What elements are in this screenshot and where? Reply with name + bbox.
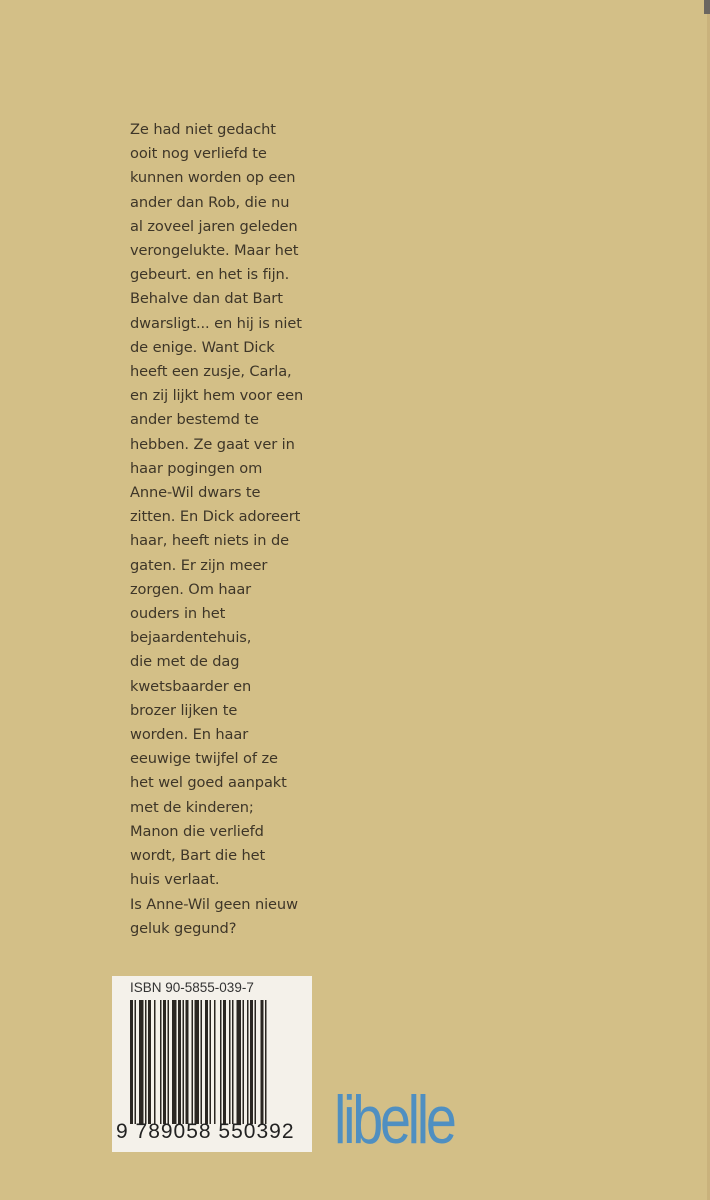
- blurb-line: worden. En haar: [130, 726, 249, 744]
- barcode-bar: [255, 1000, 257, 1124]
- barcode-bar: [195, 1000, 200, 1124]
- barcode-bar: [250, 1000, 253, 1124]
- blurb-line: haar, heeft niets in de: [130, 532, 289, 550]
- barcode-bar: [183, 1000, 185, 1124]
- barcode-bar: [148, 1000, 151, 1124]
- blurb-line: met de kinderen;: [130, 798, 254, 816]
- blurb-line: Ze had niet gedacht: [130, 121, 276, 138]
- blurb-line: haar pogingen om: [130, 459, 263, 477]
- blurb-line: het wel goed aanpakt: [130, 774, 287, 792]
- blurb-line: zitten. En Dick adoreert: [130, 508, 301, 526]
- blurb-line: gebeurt. en het is fijn.: [130, 266, 290, 284]
- blurb-line: eeuwige twijfel of ze: [130, 750, 278, 768]
- blurb-line: kwetsbaarder en: [130, 677, 252, 695]
- barcode-bar: [145, 1000, 147, 1124]
- barcode-bar: [261, 1000, 264, 1124]
- barcode-bar: [201, 1000, 203, 1124]
- barcode-bar: [154, 1000, 156, 1124]
- blurb-line: huis verlaat.: [130, 871, 220, 889]
- blurb-line: ander dan Rob, die nu: [130, 193, 290, 211]
- barcode-bar: [130, 1000, 133, 1124]
- blurb-line: brozer lijken te: [130, 701, 238, 719]
- back-cover-blurb: [130, 118, 430, 941]
- barcode-bar: [247, 1000, 249, 1124]
- blurb-line: bejaardentehuis,: [130, 629, 252, 647]
- barcode-bar: [210, 1000, 212, 1124]
- blurb-line: en zij lijkt hem voor een: [130, 387, 304, 405]
- blurb-line: heeft een zusje, Carla,: [130, 363, 292, 381]
- barcode-bar: [232, 1000, 234, 1124]
- blurb-line: gaten. Er zijn meer: [130, 556, 268, 574]
- barcode-bar: [172, 1000, 177, 1124]
- blurb-line: Behalve dan dat Bart: [130, 290, 283, 308]
- blurb-line: de enige. Want Dick: [130, 338, 275, 356]
- blurb-line: ouders in het: [130, 605, 226, 623]
- blurb-line: ooit nog verliefd te: [130, 145, 267, 163]
- blurb-line: die met de dag: [130, 653, 240, 671]
- barcode-bar: [223, 1000, 226, 1124]
- blurb-line: dwarsligt... en hij is niet: [130, 314, 302, 332]
- barcode-bar: [139, 1000, 144, 1124]
- blurb-line: Manon die verliefd: [130, 822, 264, 840]
- barcode-bar: [220, 1000, 222, 1124]
- blurb-line: geluk gegund?: [130, 919, 237, 937]
- cover-corner: [704, 0, 710, 14]
- barcode-bars: [130, 1000, 308, 1124]
- blurb-line: wordt, Bart die het: [130, 847, 266, 865]
- isbn-number: ISBN 90-5855-039-7: [130, 980, 254, 995]
- blurb-line: Is Anne-Wil geen nieuw: [130, 895, 298, 913]
- barcode-bar: [186, 1000, 189, 1124]
- barcode-bar: [168, 1000, 170, 1124]
- barcode-bar: [135, 1000, 137, 1124]
- blurb-line: zorgen. Om haar: [130, 580, 252, 598]
- barcode-bar: [205, 1000, 208, 1124]
- barcode-bar: [163, 1000, 166, 1124]
- blurb-line: verongelukte. Maar het: [130, 242, 299, 260]
- blurb-line: Anne-Wil dwars te: [130, 484, 261, 502]
- barcode-bar: [265, 1000, 267, 1124]
- isbn-barcode: [112, 976, 312, 1152]
- barcode-bar: [214, 1000, 216, 1124]
- barcode-bar: [243, 1000, 245, 1124]
- blurb-line: ander bestemd te: [130, 411, 259, 429]
- barcode-bar: [178, 1000, 181, 1124]
- blurb-line: kunnen worden op een: [130, 169, 296, 187]
- ean-number: 9 789058 550392: [116, 1120, 295, 1143]
- blurb-line: hebben. Ze gaat ver in: [130, 435, 295, 453]
- barcode-bar: [229, 1000, 231, 1124]
- barcode-bar: [237, 1000, 242, 1124]
- publisher-logo: libelle: [334, 1082, 454, 1158]
- blurb-line: al zoveel jaren geleden: [130, 217, 298, 235]
- barcode-bar: [192, 1000, 194, 1124]
- barcode-bar: [160, 1000, 162, 1124]
